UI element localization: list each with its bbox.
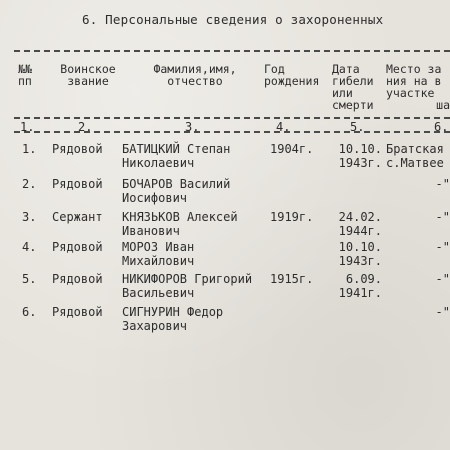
header-name: Фамилия,имя, отчество xyxy=(153,62,237,88)
row-place: -" xyxy=(435,272,450,286)
row-death: 10.10. 1943г. xyxy=(338,142,382,170)
page-title: 6. Персональные сведения о захороненных xyxy=(82,12,384,27)
header-num: №№ пп xyxy=(18,62,32,88)
row-number: 5. xyxy=(22,272,37,286)
column-number-top-rule xyxy=(14,117,450,119)
row-place: -" xyxy=(435,240,450,254)
column-number: 2. xyxy=(78,120,93,134)
row-place: -" xyxy=(435,177,450,191)
row-name: БОЧАРОВ Василий Иосифович xyxy=(122,177,231,205)
header-year: Год рождения xyxy=(264,62,320,88)
row-death: 24.02. 1944г. xyxy=(338,210,382,238)
row-death: 6.09. 1941г. xyxy=(338,272,382,300)
row-number: 3. xyxy=(22,210,37,224)
row-place: -" xyxy=(435,305,450,319)
column-number: 6. xyxy=(434,120,449,134)
row-year: 1904г. xyxy=(270,142,314,156)
row-rank: Рядовой xyxy=(52,305,103,319)
header-death: Дата гибели или смерти xyxy=(332,62,374,112)
row-rank: Рядовой xyxy=(52,272,103,286)
row-rank: Рядовой xyxy=(52,240,103,254)
row-name: КНЯЗЬКОВ Алексей Иванович xyxy=(122,210,238,238)
column-number: 1. xyxy=(20,120,35,134)
row-death: 10.10. 1943г. xyxy=(338,240,382,268)
header-rank: Воинское звание xyxy=(60,62,116,88)
row-number: 6. xyxy=(22,305,37,319)
row-rank: Рядовой xyxy=(52,142,103,156)
row-year: 1919г. xyxy=(270,210,314,224)
column-number: 5. xyxy=(350,120,365,134)
column-number: 3. xyxy=(185,120,200,134)
row-place: -" xyxy=(435,210,450,224)
header-top-rule xyxy=(14,50,450,52)
header-place: Место за ния на в участке ша xyxy=(386,63,450,111)
row-rank: Сержант xyxy=(52,210,103,224)
row-year: 1915г. xyxy=(270,272,314,286)
row-name: МОРОЗ Иван Михайлович xyxy=(122,240,195,268)
row-number: 4. xyxy=(22,240,37,254)
row-name: СИГНУРИН Федор Захарович xyxy=(122,305,224,333)
column-number-bottom-rule xyxy=(14,131,450,133)
row-number: 1. xyxy=(22,142,37,156)
row-number: 2. xyxy=(22,177,37,191)
row-name: НИКИФОРОВ Григорий Васильевич xyxy=(122,272,253,300)
row-place: Братская с.Матвее xyxy=(386,142,444,170)
column-number: 4. xyxy=(276,120,291,134)
row-rank: Рядовой xyxy=(52,177,103,191)
row-name: БАТИЦКИЙ Степан Николаевич xyxy=(122,142,231,170)
